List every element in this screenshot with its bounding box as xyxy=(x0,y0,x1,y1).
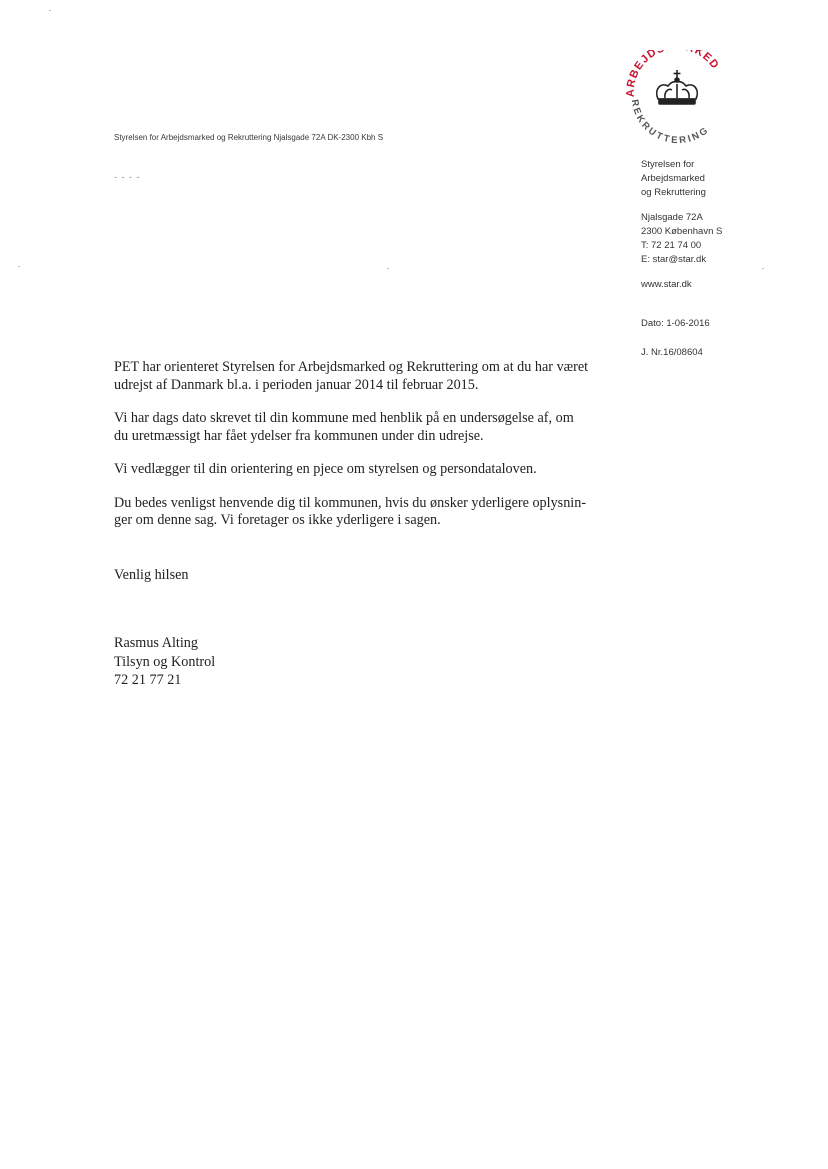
email-address: E: star@star.dk xyxy=(641,254,707,265)
sender-info-column xyxy=(641,158,791,371)
case-number: J. Nr.16/08604 xyxy=(641,347,703,358)
crown-icon xyxy=(657,70,698,104)
paragraph-line: PET har orienteret Styrelsen for Arbejdsmarked og Rekruttering om at du har været xyxy=(114,359,589,375)
recipient-address-placeholder: - - - - xyxy=(114,172,141,182)
logo-arc-bottom-text: REKRUTTERING xyxy=(628,98,712,145)
agency-logo xyxy=(620,50,730,145)
date-group xyxy=(641,317,791,331)
paragraph-line: udrejst af Danmark bl.a. i perioden januar 2014 til februar 2015. xyxy=(114,376,479,393)
org-line: og Rekruttering xyxy=(641,187,706,198)
org-line: Styrelsen for xyxy=(641,159,695,170)
signer-phone: 72 21 77 21 xyxy=(114,672,182,688)
return-address: Styrelsen for Arbejdsmarked og Rekruttering Njalsgade 72A DK-2300 Kbh S xyxy=(114,133,384,142)
phone-number: T: 72 21 74 00 xyxy=(641,240,702,251)
paragraph xyxy=(114,495,614,530)
paragraph xyxy=(114,359,614,394)
scan-speck xyxy=(387,268,389,269)
org-line: Arbejdsmarked xyxy=(641,173,705,184)
street-address: Njalsgade 72A xyxy=(641,212,703,223)
website-group xyxy=(641,278,791,292)
paragraph xyxy=(114,410,614,445)
signer-name: Rasmus Alting xyxy=(114,635,198,651)
scan-speck xyxy=(762,268,764,269)
paragraph-line: Du bedes venligst henvende dig til kommunen, hvis du ønsker yderligere oplysnin- xyxy=(114,494,587,511)
case-number-group xyxy=(641,346,791,360)
paragraph xyxy=(114,461,614,479)
paragraph-line: ger om denne sag. Vi foretager os ikke yderligere i sagen. xyxy=(114,512,441,528)
paragraph-line: Vi vedlægger til din orientering en pjece om styrelsen og persondataloven. xyxy=(114,461,537,477)
website-link: www.star.dk xyxy=(641,279,692,290)
signature-block xyxy=(114,634,215,690)
logo-emblem xyxy=(620,50,730,145)
paragraph-line: Vi har dags dato skrevet til din kommune med henblik på en undersøgelse af, om xyxy=(114,410,574,426)
closing-salutation: Venlig hilsen xyxy=(114,567,189,583)
letter-body xyxy=(114,359,614,546)
postal-city: 2300 København S xyxy=(641,226,723,237)
logo-arc-top-text: ARBEJD KED xyxy=(624,50,722,98)
paragraph-line: du uretmæssigt har fået ydelser fra kommunen under din udrejse. xyxy=(114,427,484,444)
signer-department: Tilsyn og Kontrol xyxy=(114,653,216,670)
letter-date: Dato: 1-06-2016 xyxy=(641,318,710,329)
organization-name xyxy=(641,158,791,200)
scan-speck xyxy=(18,266,20,267)
scan-speck xyxy=(49,10,51,11)
contact-address xyxy=(641,211,791,267)
